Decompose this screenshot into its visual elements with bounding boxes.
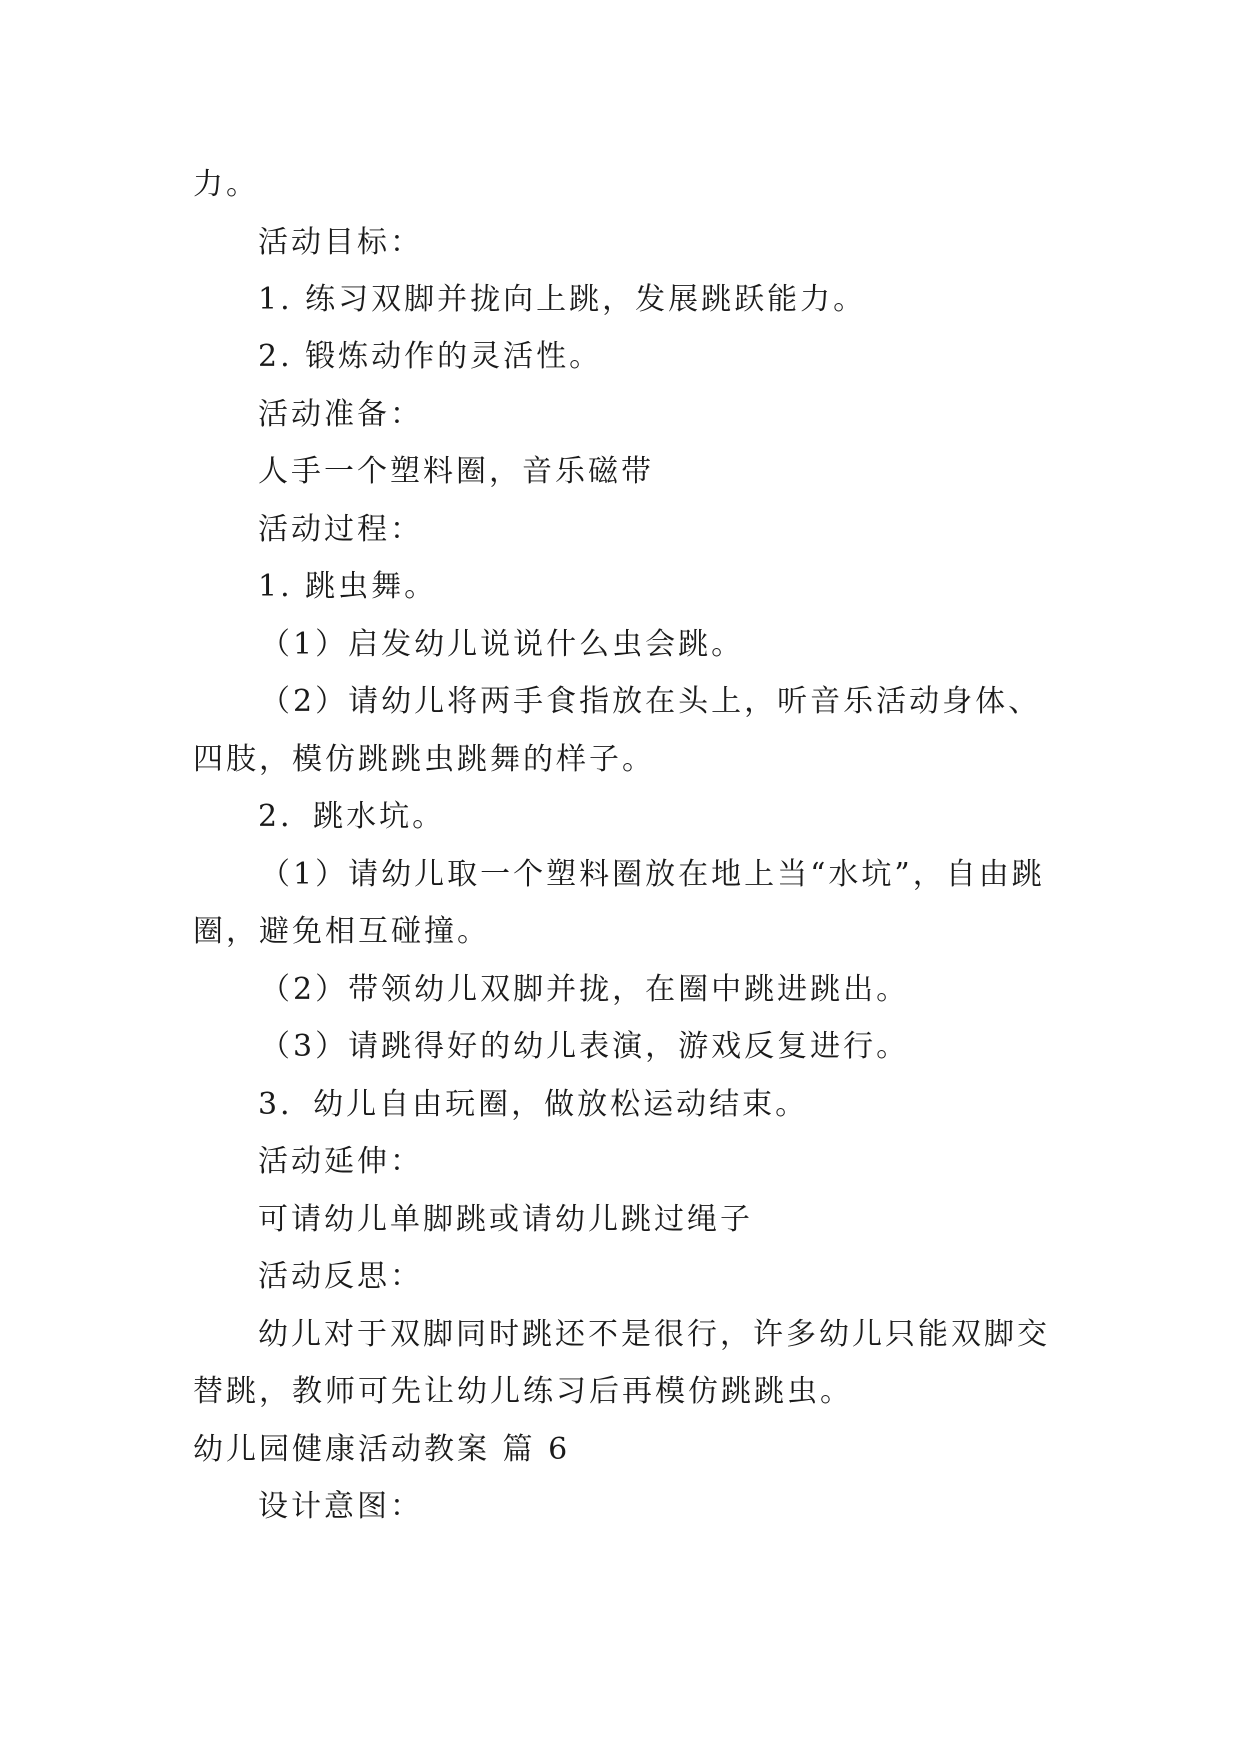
section-heading-extension: 活动延伸： (258, 1144, 423, 1179)
text-line: （2）带领幼儿双脚并拢，在圈中跳进跳出。 (260, 972, 910, 1007)
text-line: 人手一个塑料圈，音乐磁带 (258, 454, 654, 489)
section-heading-goals: 活动目标： (258, 225, 423, 260)
text-line: 力。 (193, 167, 259, 202)
text-line: （1）请幼儿取一个塑料圈放在地上当“水坑”，自由跳 (260, 857, 1045, 892)
text-line: （2）请幼儿将两手食指放在头上，听音乐活动身体、 (260, 684, 1042, 719)
text-line: 2. 锻炼动作的灵活性。 (258, 339, 603, 374)
text-line: 1. 跳虫舞。 (258, 569, 438, 604)
section-heading-reflection: 活动反思： (258, 1259, 423, 1294)
section-heading-process: 活动过程： (258, 512, 423, 547)
text-line: 替跳，教师可先让幼儿练习后再模仿跳跳虫。 (193, 1374, 853, 1409)
text-line: 可请幼儿单脚跳或请幼儿跳过绳子 (258, 1202, 753, 1237)
text-line: （1）启发幼儿说说什么虫会跳。 (260, 627, 745, 662)
text-line: 四肢，模仿跳跳虫跳舞的样子。 (193, 742, 655, 777)
text-line: 1. 练习双脚并拢向上跳，发展跳跃能力。 (258, 282, 867, 317)
text-line: 2．跳水坑。 (258, 799, 446, 834)
section-heading-preparation: 活动准备： (258, 397, 423, 432)
lesson-plan-title: 幼儿园健康活动教案 篇 6 (193, 1432, 571, 1467)
text-line: 幼儿对于双脚同时跳还不是很行，许多幼儿只能双脚交 (258, 1317, 1050, 1352)
text-line: 3．幼儿自由玩圈，做放松运动结束。 (258, 1087, 809, 1122)
text-line: 圈，避免相互碰撞。 (193, 914, 490, 949)
section-heading-design-intent: 设计意图： (258, 1489, 423, 1524)
text-line: （3）请跳得好的幼儿表演，游戏反复进行。 (260, 1029, 910, 1064)
